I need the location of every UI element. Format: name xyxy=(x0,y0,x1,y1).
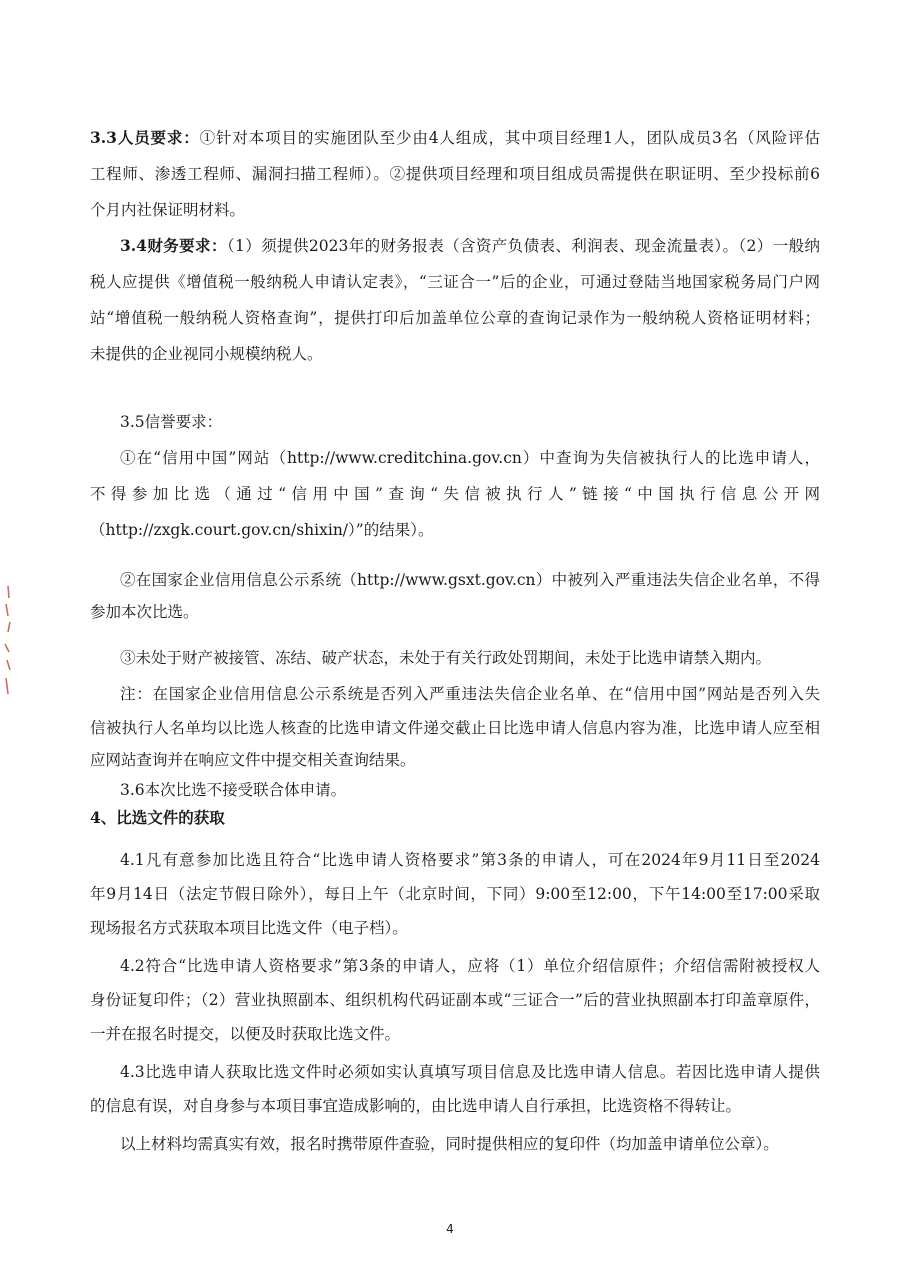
section-3-4-label: 3.4财务要求： xyxy=(120,236,227,255)
page-number: 4 xyxy=(446,1222,454,1236)
section-3-3-line-2: 工程师、渗透工程师、漏洞扫描工程师）。②提供项目经理和项目组成员需提供在职证明、至少投标前6 xyxy=(90,165,820,183)
note-line-2: 信被执行人名单均以比选人核查的比选申请文件递交截止日比选申请人信息内容为准，比选申请人应至相 xyxy=(90,719,820,737)
credit-item-1-line-1: ①在“信用中国”网站（http://www.creditchina.gov.cn）中查询为失信被执行人的比选申请人， xyxy=(120,449,820,467)
section-3-4-line-4: 未提供的企业视同小规模纳税人。 xyxy=(90,345,323,363)
section-3-4-line-1 xyxy=(120,236,820,256)
section-4-2-line-3: 一并在报名时提交，以便及时获取比选文件。 xyxy=(90,1025,401,1043)
section-3-5-heading: 3.5信誉要求： xyxy=(120,413,223,431)
section-4-2-line-1: 4.2符合“比选申请人资格要求”第3条的申请人，应将（1）单位介绍信原件；介绍信需附被授权人 xyxy=(120,957,820,975)
credit-item-3-line-1: ③未处于财产被接管、冻结、破产状态，未处于有关行政处罚期间，未处于比选申请禁入期内。 xyxy=(120,649,772,667)
section-3-3-line-1 xyxy=(90,128,820,148)
section-3-4-line-2: 税人应提供《增值税一般纳税人申请认定表》，“三证合一”后的企业，可通过登陆当地国家税务局门户网 xyxy=(90,273,820,291)
section-3-4-line-3: 站“增值税一般纳税人资格查询”，提供打印后加盖单位公章的查询记录作为一般纳税人资格证明材料； xyxy=(90,309,820,327)
credit-item-2-line-2: 参加本次比选。 xyxy=(90,603,199,621)
seal-fragment xyxy=(2,582,14,702)
section-3-3-label: 3.3人员要求： xyxy=(90,128,200,147)
section-4-3-line-2: 的信息有误，对自身参与本项目事宜造成影响的，由比选申请人自行承担，比选资格不得转让。 xyxy=(90,1097,742,1115)
section-4-1-line-3: 现场报名方式获取本项目比选文件（电子档）。 xyxy=(90,919,408,937)
section-4-heading: 4、比选文件的获取 xyxy=(90,808,225,827)
credit-item-2-line-1: ②在国家企业信用信息公示系统（http://www.gsxt.gov.cn）中被列入严重违法失信企业名单，不得 xyxy=(120,571,820,589)
section-3-3-text: ①针对本项目的实施团队至少由4人组成，其中项目经理1人，团队成员3名（风险评估 xyxy=(199,129,820,147)
note-line-1: 注：在国家企业信用信息公示系统是否列入严重违法失信企业名单、在“信用中国”网站是否列入失 xyxy=(120,685,820,703)
section-3-3-line-3: 个月内社保证明材料。 xyxy=(90,201,246,219)
closing-statement: 以上材料均需真实有效，报名时携带原件查验，同时提供相应的复印件（均加盖申请单位公章）。 xyxy=(120,1135,779,1153)
section-4-2-line-2: 身份证复印件；（2）营业执照副本、组织机构代码证副本或“三证合一”后的营业执照副本打印盖章原件， xyxy=(90,991,820,1009)
section-3-4-text: （1）须提供2023年的财务报表（含资产负债表、利润表、现金流量表）。（2）一般纳 xyxy=(226,237,820,255)
section-4-1-line-1: 4.1凡有意参加比选且符合“比选申请人资格要求”第3条的申请人，可在2024年9月11日至2024 xyxy=(120,851,820,869)
credit-item-1-line-2: 不得参加比选（通过“信用中国”查询“失信被执行人”链接“中国执行信息公开网 xyxy=(90,485,820,503)
section-4-1-line-2: 年9月14日（法定节假日除外），每日上午（北京时间，下同）9:00至12:00，下午14:00至17:00采取 xyxy=(90,885,820,903)
credit-item-1-line-3: （http://zxgk.court.gov.cn/shixin/）”的结果）。 xyxy=(90,521,434,539)
note-line-3: 应网站查询并在响应文件中提交相关查询结果。 xyxy=(90,751,416,769)
section-3-6: 3.6本次比选不接受联合体申请。 xyxy=(120,781,347,799)
section-4-3-line-1: 4.3比选申请人获取比选文件时必须如实认真填写项目信息及比选申请人信息。若因比选申请人提供 xyxy=(120,1063,820,1081)
